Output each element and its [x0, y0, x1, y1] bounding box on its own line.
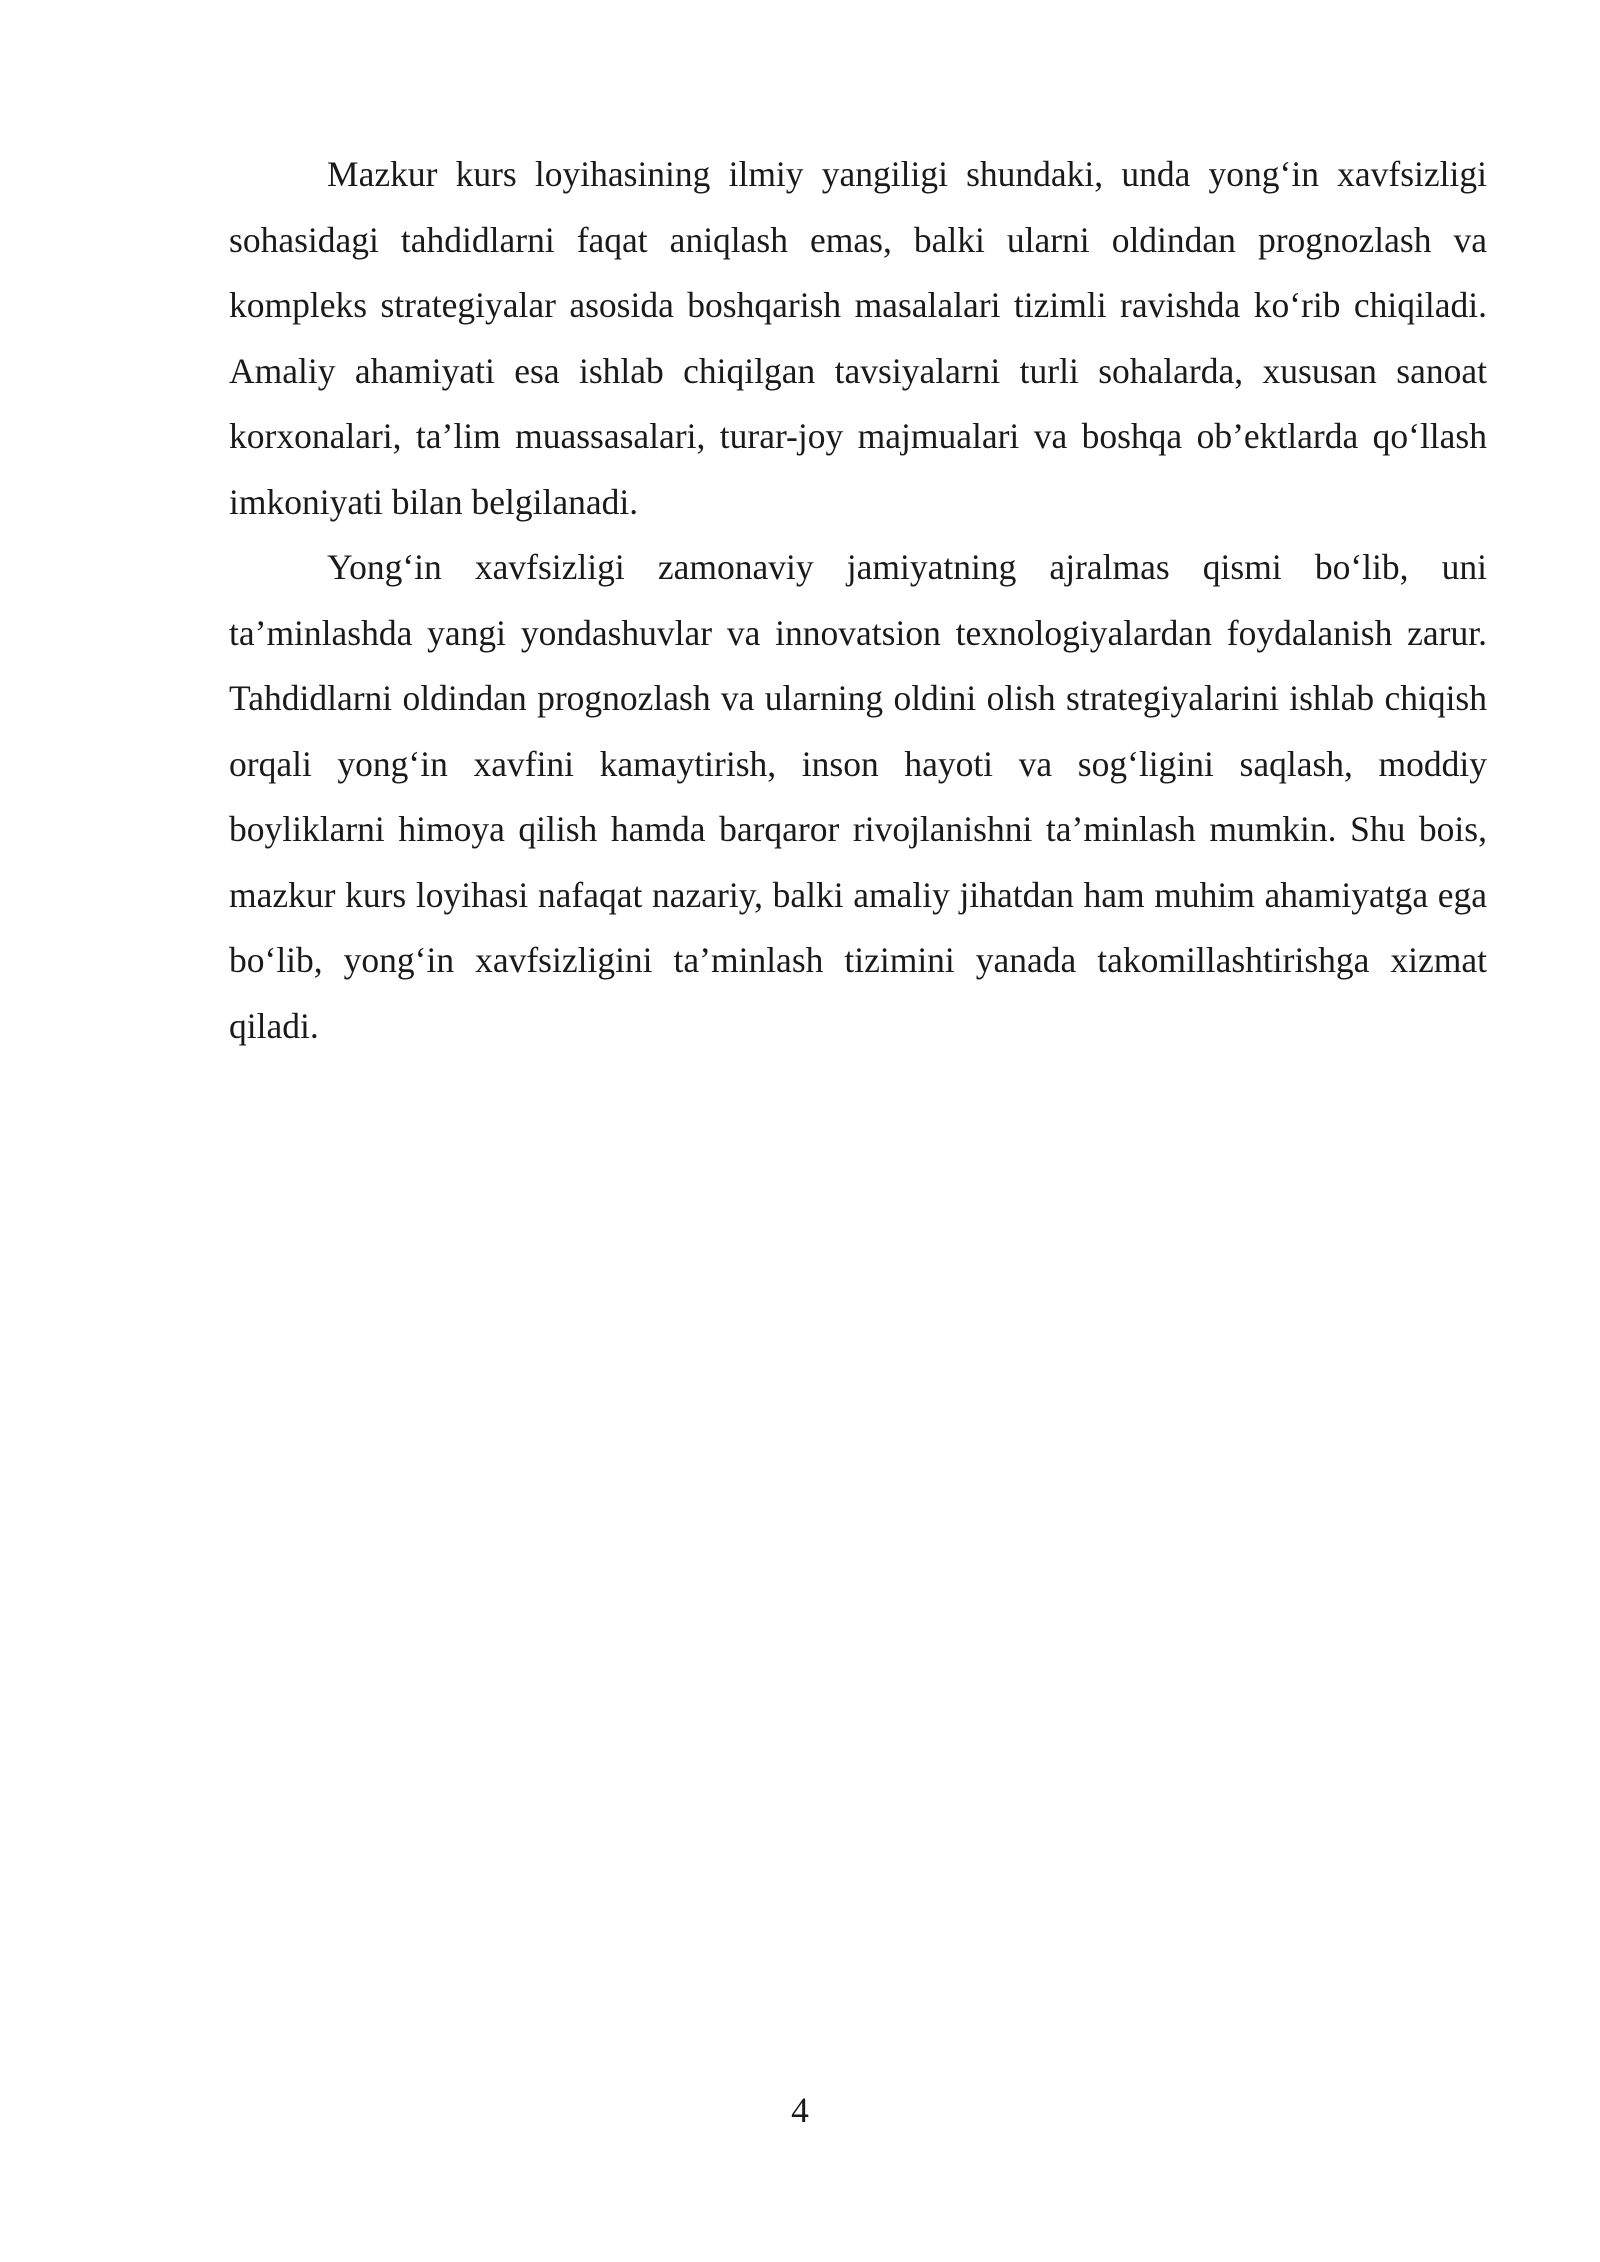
body-text — [229, 142, 1487, 1059]
paragraph-scientific-novelty: Mazkur kurs loyihasining ilmiy yangiligi shundaki, unda yong‘in xavfsizligi sohasidagi tahdidlarni faqat aniqlash emas, balki ularni oldindan prognozlash va kompleks strategiyalar asosida boshqarish masalalari tizimli ravishda ko‘rib chiqiladi. Amaliy ahamiyati esa ishlab chiqilgan tavsiyalarni turli sohalarda, xususan sanoat korxonalari, ta’lim muassasalari, turar-joy majmualari va boshqa ob’ektlarda qo‘llash imkoniyati bilan belgilanadi. — [229, 154, 1487, 522]
page-number: 4 — [791, 2090, 809, 2130]
paragraph-fire-safety-conclusion: Yong‘in xavfsizligi zamonaviy jamiyatning ajralmas qismi bo‘lib, uni ta’minlashda yangi yondashuvlar va innovatsion texnologiyalardan foydalanish zarur. Tahdidlarni oldindan prognozlash va ularning oldini olish strategiyalarini ishlab chiqish orqali yong‘in xavfini kamaytirish, inson hayoti va sog‘ligini saqlash, moddiy boyliklarni himoya qilish hamda barqaror rivojlanishni ta’minlash mumkin. Shu bois, mazkur kurs loyihasi nafaqat nazariy, balki amaliy jihatdan ham muhim ahamiyatga ega bo‘lib, yong‘in xavfsizligini ta’minlash tizimini yanada takomillashtirishga xizmat qiladi. — [229, 547, 1487, 1046]
